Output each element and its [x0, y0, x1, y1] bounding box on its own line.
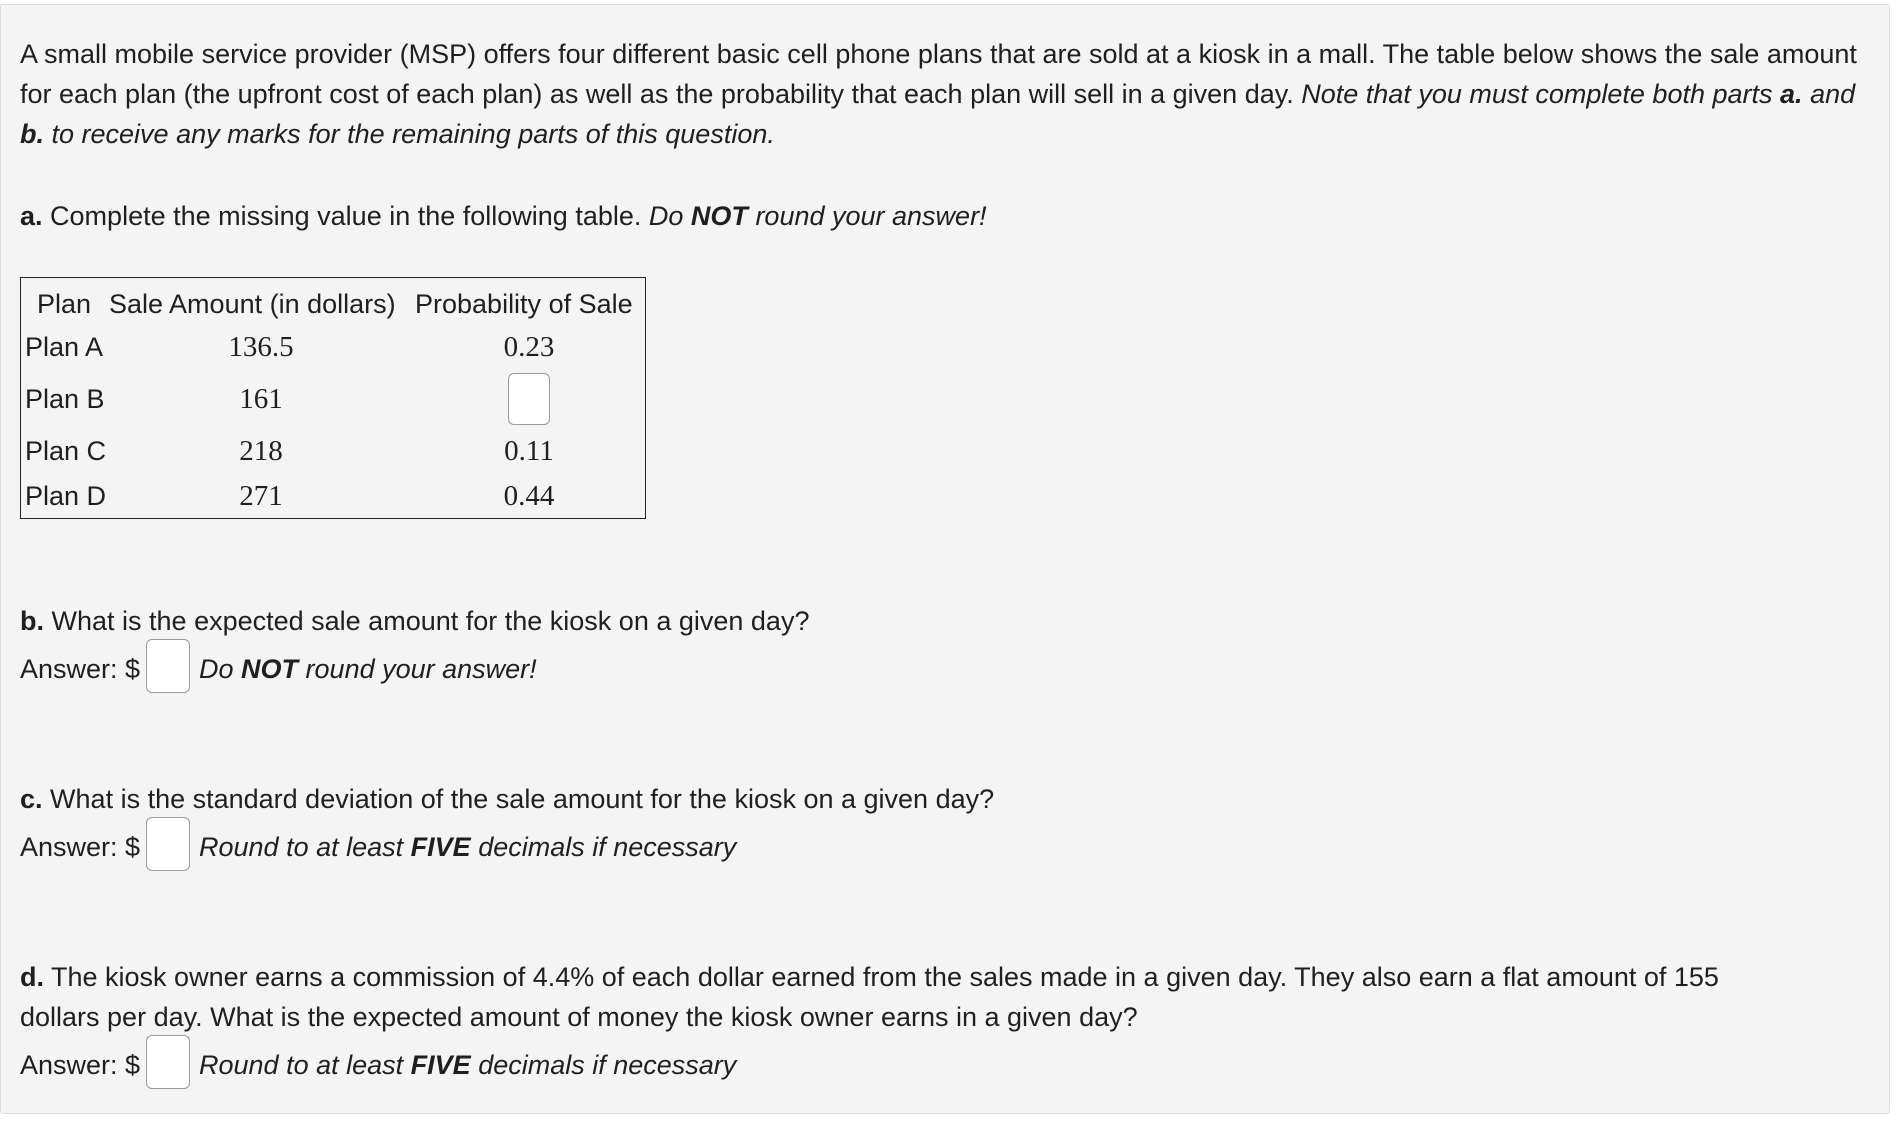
amount-plan-d: 271: [239, 480, 283, 512]
prob-plan-d: 0.44: [503, 480, 555, 512]
amount-plan-b: 161: [239, 383, 283, 415]
part-c-text: What is the standard deviation of the sale amount for the kiosk on a given day?: [50, 784, 995, 814]
prob-plan-b-input[interactable]: [508, 373, 550, 425]
part-d-prompt-line2: dollars per day. What is the expected amount of money the kiosk owner earns in a given day?: [20, 1002, 1138, 1032]
part-b-text: What is the expected sale amount for the kiosk on a given day?: [51, 606, 810, 636]
row-label-plan-d: Plan D: [25, 481, 107, 511]
part-b-prompt: [20, 601, 809, 641]
prob-plan-a: 0.23: [503, 331, 555, 363]
part-a-prompt: [20, 196, 987, 236]
part-b-hint: Do NOT round your answer!: [199, 654, 537, 684]
intro-text: A small mobile service provider (MSP) offers four different basic cell phone plans that are sold at a kiosk in a mall. The table below shows the sale amount for each plan (the upfront cost of each plan) as well as the probability that each plan will sell in a given day.: [20, 39, 1857, 109]
part-b-answer-input[interactable]: [146, 639, 190, 693]
col-header-amount: Sale Amount (in dollars): [109, 289, 396, 319]
amount-plan-c: 218: [239, 435, 283, 467]
row-label-plan-c: Plan C: [25, 436, 107, 466]
intro-paragraph: [20, 34, 1870, 154]
part-d-text-line1: The kiosk owner earns a commission of 4.4% of each dollar earned from the sales made in a given day. They also earn a flat amount of 155: [51, 962, 1719, 992]
question-card: [0, 4, 1890, 1114]
part-d-answer-label: Answer: $: [20, 1050, 141, 1080]
plans-table: [20, 277, 646, 519]
part-c-prompt: [20, 779, 994, 819]
part-c-hint: Round to at least FIVE decimals if necessary: [199, 832, 737, 862]
col-header-plan: Plan: [37, 289, 92, 319]
col-header-probability: Probability of Sale: [415, 289, 633, 319]
part-d-label: d.: [20, 962, 44, 992]
part-a-text: Complete the missing value in the following table.: [50, 201, 642, 231]
part-b-label: b.: [20, 606, 44, 636]
part-c-answer-label: Answer: $: [20, 832, 141, 862]
row-label-plan-a: Plan A: [25, 332, 104, 362]
amount-plan-a: 136.5: [228, 331, 294, 363]
part-c-label: c.: [20, 784, 43, 814]
part-b-answer-label: Answer: $: [20, 654, 141, 684]
part-d-answer-input[interactable]: [146, 1035, 190, 1089]
intro-note: Note that you must complete both parts a. and b. to receive any marks for the remaining parts of this question.: [20, 79, 1856, 149]
part-a-hint: Do NOT round your answer!: [648, 201, 987, 231]
part-c-answer-input[interactable]: [146, 817, 190, 871]
part-a-label: a.: [20, 201, 43, 231]
row-label-plan-b: Plan B: [25, 384, 105, 414]
part-d-hint: Round to at least FIVE decimals if necessary: [199, 1050, 737, 1080]
part-d-prompt-line1: [20, 957, 1719, 997]
prob-plan-c: 0.11: [504, 435, 554, 467]
